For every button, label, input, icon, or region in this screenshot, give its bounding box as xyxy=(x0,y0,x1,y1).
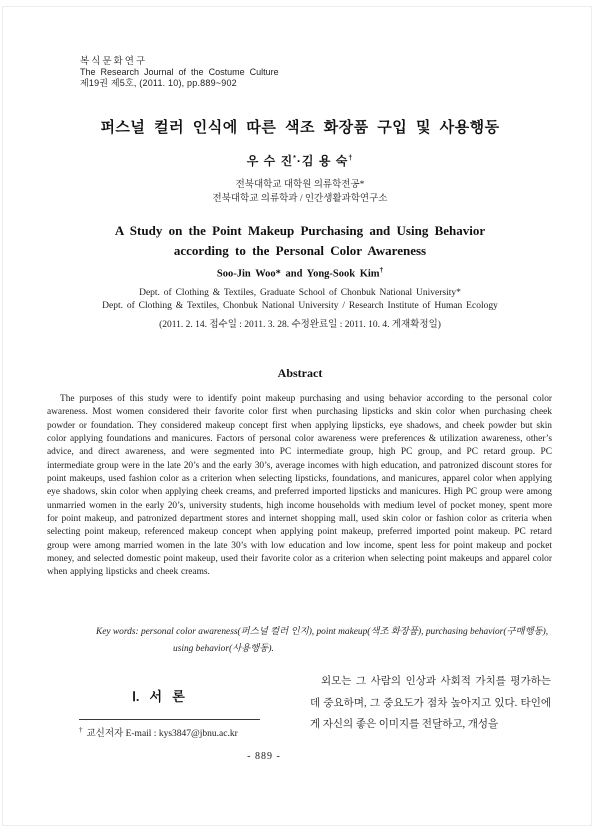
abstract-body: The purposes of this study were to identify point makeup purchasing and using behavior according to the personal color awareness. Most women considered their favorite color first when purchasing lipsticks and skin color when purchasing cheek powder or foundation. They considered makeup concept first when applying lipsticks, eye shadows, and cheek powder but skin color applying foundations and manicures. Factors of personal color awareness were preferences & utilization awareness, other’s advice, and direct awareness, and were segmented into PC intermediate group, high PC group, and PC retard group. PC intermediate group were in the late 20’s and the early 30’s, average incomes with high education, and patronized discount stores for point makeups, used fashion color as a criterion when selecting lipsticks, foundations, and manicures, apparel color when applying eye shadows, skin color when applying cheek creams, and preferred imported lipsticks and manicures. High PC group were among unmarried women in the early 20’s, university students, high income households with medium level of pocket money, spent more for point makeup, and patronized department stores and internet shopping mall, used skin color or fashion color as criteria when selecting point makeup, referenced makeup concept when applying point makeup, preferred imported point makeup. PC retard group were among married women in the late 30’s with low education and low income, spent less for point makeup and pocket money, and selected domestic point makeup, used their favorite color as a criterion when selecting point makeups and apparel color when applying lipsticks and cheek creams. xyxy=(47,394,552,578)
page-number: - 889 - xyxy=(247,751,281,762)
author-korean-2-mark: † xyxy=(348,155,354,162)
title-english-line1: A Study on the Point Makeup Purchasing and Using Behavior xyxy=(114,223,486,238)
author-korean-1-mark: * xyxy=(293,155,297,162)
author-korean-1: 우 수 진 xyxy=(246,154,294,168)
journal-issue-info: 제19권 제5호, (2011. 10), pp.889~902 xyxy=(80,78,237,88)
author-separator: · xyxy=(296,154,302,168)
authors-english-names: Soo-Jin Woo* and Yong-Sook Kim xyxy=(216,268,380,280)
abstract-heading: Abstract xyxy=(277,366,323,380)
article-title-english xyxy=(0,221,600,260)
section-heading-introduction: Ⅰ. 서 론 xyxy=(132,689,185,704)
authors-korean xyxy=(0,152,600,169)
corresponding-author-footnote xyxy=(79,725,238,739)
journal-name-english: The Research Journal of the Costume Culture xyxy=(80,67,279,77)
authors-english xyxy=(0,266,600,280)
authors-english-mark: † xyxy=(379,266,384,274)
keywords-line: Key words: personal color awareness(퍼스널 컬러 인지), point makeup(색조 화장품), purchasing behavior(구매행동), using behavior(사용행동). xyxy=(96,627,549,654)
journal-header xyxy=(80,56,279,89)
affiliation-korean-1: 전북대학교 대학원 의류학전공* xyxy=(235,180,365,190)
submission-dates: (2011. 2. 14. 접수일 : 2011. 3. 28. 수정완료일 : 2011. 10. 4. 게재확정일) xyxy=(159,320,441,330)
article-title-korean: 퍼스널 컬러 인식에 따른 색조 화장품 구입 및 사용행동 xyxy=(100,119,500,136)
footnote-mark: † xyxy=(79,725,83,734)
affiliation-english-2: Dept. of Clothing & Textiles, Chonbuk National University / Research Institute of Human Ecology xyxy=(102,301,498,311)
introduction-paragraph: 외모는 그 사람의 인상과 사회적 가치를 평가하는 데 중요하며, 그 중요도가 점차 높아지고 있다. 타인에게 자신의 좋은 이미지를 전달하고, 개성을 xyxy=(310,676,551,730)
journal-name-korean: 복식문화연구 xyxy=(80,56,148,67)
footnote-text: 교신저자 E-mail : kys3847@jbnu.ac.kr xyxy=(86,729,238,739)
affiliation-korean-2: 전북대학교 의류학과 / 인간생활과학연구소 xyxy=(212,194,388,204)
affiliation-english-1: Dept. of Clothing & Textiles, Graduate School of Chonbuk National University* xyxy=(139,288,461,298)
author-korean-2: 김 용 숙 xyxy=(301,154,349,168)
footnote-divider xyxy=(79,719,260,720)
title-english-line2: according to the Personal Color Awareness xyxy=(173,242,427,258)
